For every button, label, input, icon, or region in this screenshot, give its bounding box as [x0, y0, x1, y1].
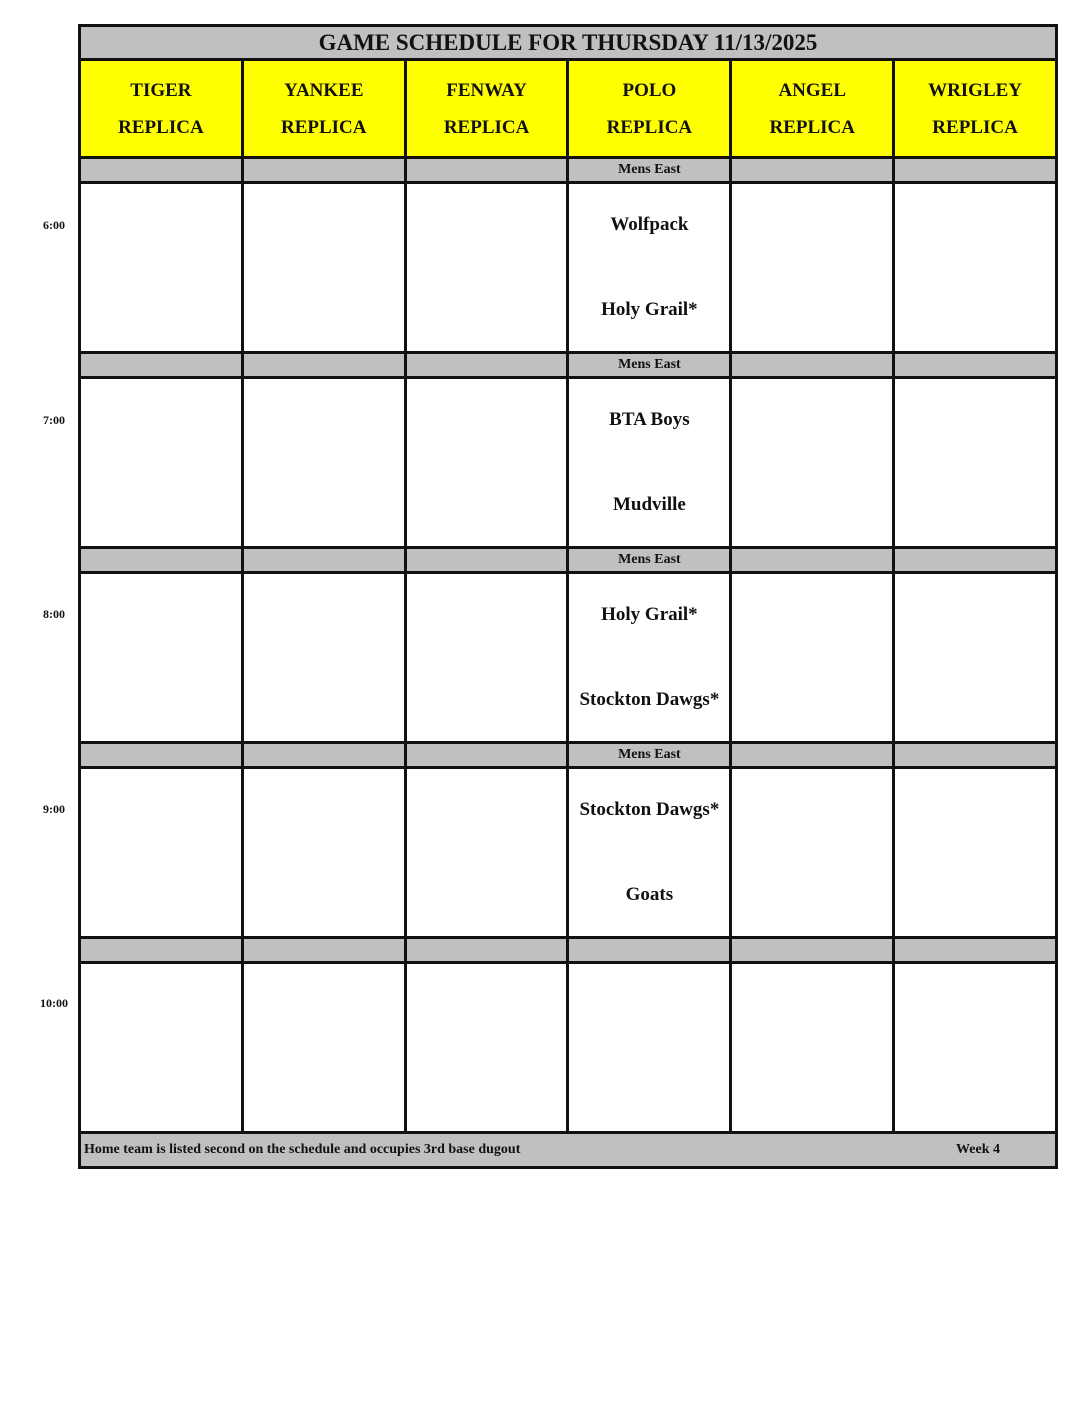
time-label: 7:00: [43, 412, 65, 427]
division-label: [895, 744, 1055, 766]
division-label: [407, 744, 570, 766]
division-label: Mens East: [569, 159, 732, 181]
game-cell: [732, 769, 895, 936]
game-cell: [895, 184, 1055, 351]
time-slots: [81, 159, 1055, 1134]
field-subtitle: REPLICA: [443, 116, 530, 138]
game-cell: [569, 574, 732, 741]
division-label: [407, 159, 570, 181]
division-label: Mens East: [569, 354, 732, 376]
field-name: FENWAY: [446, 79, 527, 101]
division-label: [732, 939, 895, 961]
division-label: [732, 159, 895, 181]
game-cell: [81, 379, 244, 546]
home-team-note: Home team is listed second on the schedule and occupies 3rd base dugout: [84, 1142, 521, 1157]
schedule-sheet: [78, 24, 1058, 1169]
game-cell: [407, 184, 570, 351]
game-row: [81, 769, 1055, 939]
field-name: YANKEE: [283, 79, 364, 101]
division-label: [407, 549, 570, 571]
time-label: 8:00: [43, 607, 65, 621]
away-team: Wolfpack: [610, 214, 689, 235]
game-row: [81, 964, 1055, 1134]
schedule-title: GAME SCHEDULE FOR THURSDAY 11/13/2025: [81, 27, 1055, 61]
away-team: Stockton Dawgs*: [579, 799, 720, 820]
division-row: [81, 354, 1055, 379]
game-cell: [569, 184, 732, 351]
game-cell: [244, 379, 407, 546]
away-team: Holy Grail*: [601, 604, 698, 625]
field-subtitle: REPLICA: [606, 116, 693, 138]
time-label: 6:00: [43, 218, 65, 232]
game-cell: [732, 574, 895, 741]
division-label: [81, 549, 244, 571]
game-cell: [407, 964, 570, 1131]
field-header-polo: [569, 61, 732, 156]
division-label: [732, 549, 895, 571]
field-header-fenway: [407, 61, 570, 156]
game-cell: [244, 769, 407, 936]
game-cell: [895, 769, 1055, 936]
game-cell: [569, 964, 732, 1131]
game-row: [81, 184, 1055, 354]
division-label: [895, 549, 1055, 571]
field-subtitle: REPLICA: [932, 116, 1018, 138]
field-name: ANGEL: [778, 79, 847, 101]
field-header-yankee: [244, 61, 407, 156]
field-name: TIGER: [130, 79, 192, 101]
field-name: POLO: [622, 79, 677, 101]
time-label: 9:00: [43, 801, 65, 816]
division-row: [81, 939, 1055, 964]
home-team: Mudville: [612, 494, 686, 515]
home-team: Holy Grail*: [601, 299, 698, 320]
away-team: BTA Boys: [609, 409, 690, 430]
game-cell: [732, 379, 895, 546]
division-row: [81, 549, 1055, 574]
game-cell: [244, 964, 407, 1131]
division-row: [81, 744, 1055, 769]
division-label: Mens East: [569, 744, 732, 766]
field-subtitle: REPLICA: [118, 116, 204, 138]
division-label: [569, 939, 732, 961]
game-cell: [244, 184, 407, 351]
game-cell: [895, 964, 1055, 1131]
game-cell: [895, 379, 1055, 546]
division-label: [895, 939, 1055, 961]
division-label: [732, 354, 895, 376]
division-label: [244, 549, 407, 571]
field-header-tiger: [81, 61, 244, 156]
field-header-angel: [732, 61, 895, 156]
game-cell: [81, 964, 244, 1131]
division-label: [244, 159, 407, 181]
division-label: [81, 744, 244, 766]
division-label: [81, 354, 244, 376]
division-label: [895, 159, 1055, 181]
time-label: 10:00: [40, 996, 68, 1010]
game-row: [81, 379, 1055, 549]
field-subtitle: REPLICA: [769, 116, 855, 138]
home-team: Stockton Dawgs*: [579, 689, 720, 710]
game-cell: [895, 574, 1055, 741]
game-cell: [569, 769, 732, 936]
game-cell: [407, 574, 570, 741]
game-cell: [81, 769, 244, 936]
game-cell: [732, 184, 895, 351]
division-label: [407, 939, 570, 961]
field-name: WRIGLEY: [928, 79, 1023, 101]
division-label: [244, 939, 407, 961]
division-row: [81, 159, 1055, 184]
game-cell: [407, 769, 570, 936]
field-header-wrigley: [895, 61, 1055, 156]
division-label: [407, 354, 570, 376]
division-label: [895, 354, 1055, 376]
division-label: [81, 939, 244, 961]
week-label: Week 4: [956, 1142, 1000, 1157]
game-row: [81, 574, 1055, 744]
home-team: Goats: [625, 884, 674, 905]
division-label: [244, 354, 407, 376]
field-subtitle: REPLICA: [280, 116, 367, 138]
division-label: [81, 159, 244, 181]
division-label: Mens East: [569, 549, 732, 571]
game-cell: [732, 964, 895, 1131]
game-cell: [81, 574, 244, 741]
field-header-row: [81, 61, 1055, 159]
game-cell: [81, 184, 244, 351]
game-cell: [244, 574, 407, 741]
division-label: [732, 744, 895, 766]
game-cell: [569, 379, 732, 546]
game-cell: [407, 379, 570, 546]
division-label: [244, 744, 407, 766]
footer-bar: [81, 1134, 1055, 1166]
